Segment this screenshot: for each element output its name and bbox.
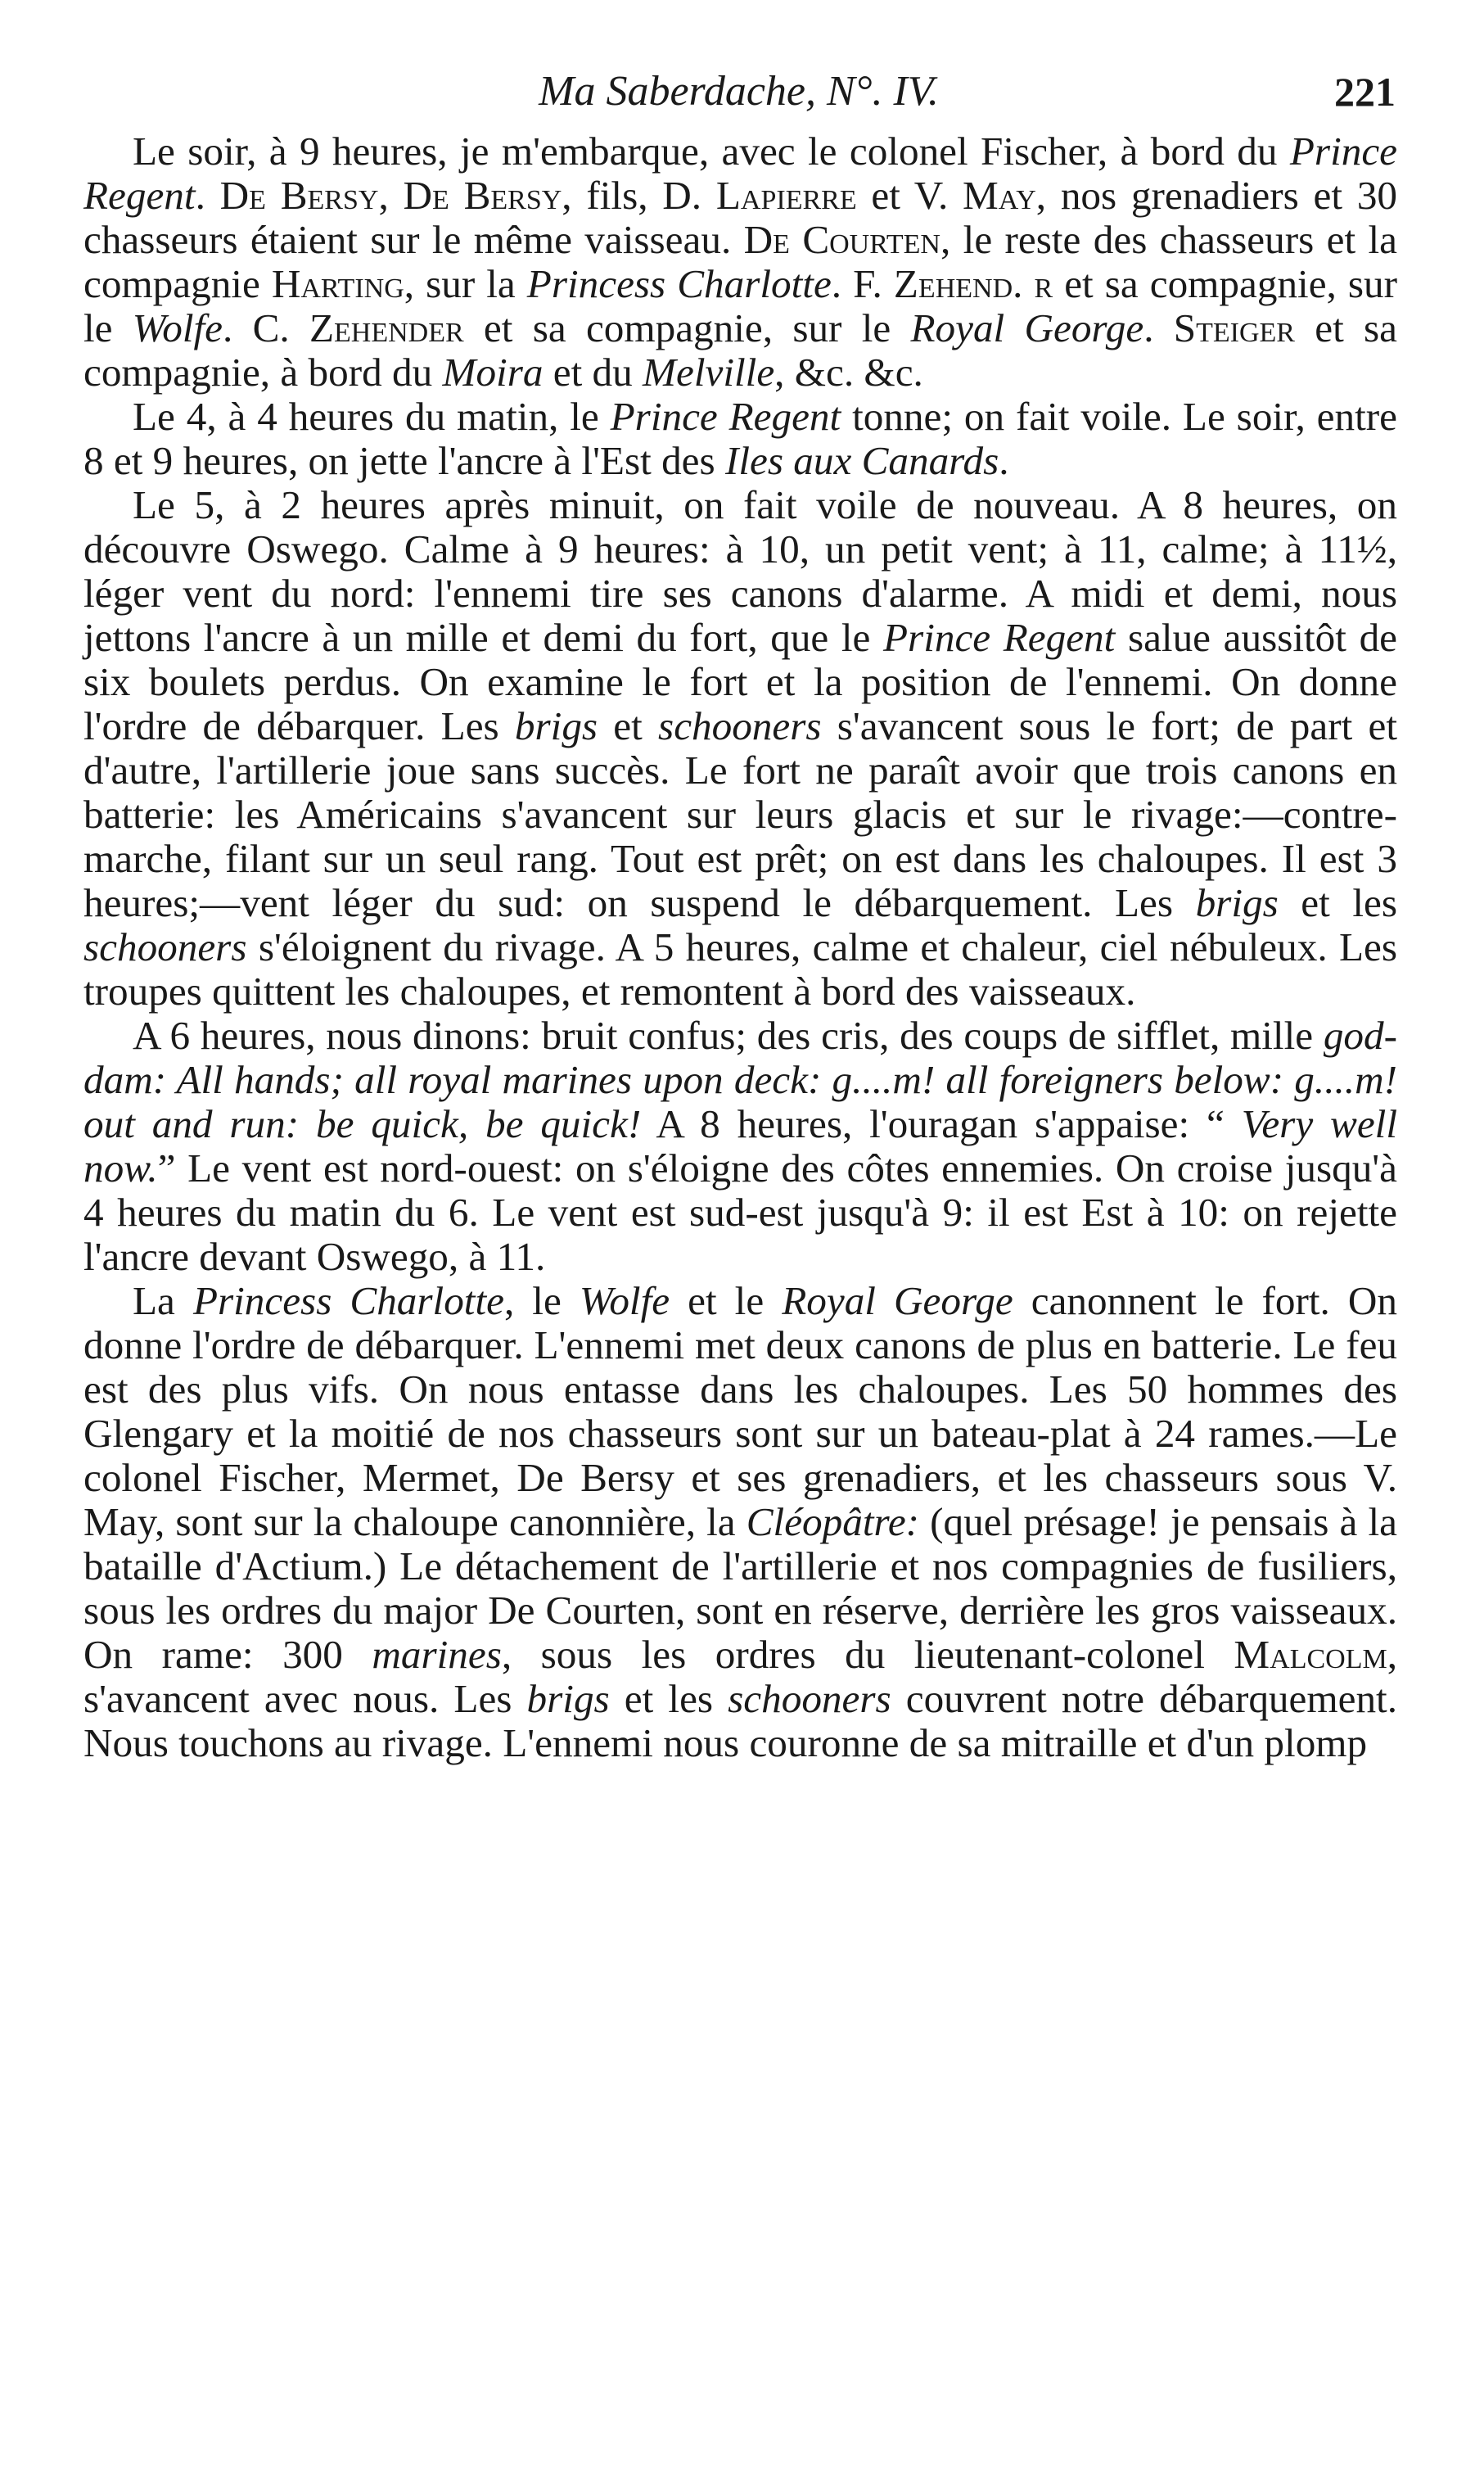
italic-text: Prince Regent xyxy=(83,129,1397,218)
text-run: , fils, D. xyxy=(562,173,716,218)
italic-text: Wolfe xyxy=(579,1278,670,1323)
text-run: . xyxy=(195,173,220,218)
italic-text: brigs xyxy=(1195,880,1279,925)
italic-text: god-dam: All hands; all royal marines upon deck: g....m! all foreigners below: g....m! out and run: be quick, be quick! xyxy=(83,1013,1397,1146)
text-run: . xyxy=(999,438,1009,483)
smallcaps-name: De Courten xyxy=(743,217,940,262)
text-run: , nos grenadiers et 30 chasseurs étaient sur le même vaisseau. xyxy=(83,173,1398,262)
text-run: . C. xyxy=(223,305,309,350)
text-run: , xyxy=(378,173,404,218)
smallcaps-name: De Bersy xyxy=(403,173,562,218)
smallcaps-name: May xyxy=(963,173,1036,218)
text-run: et xyxy=(598,703,659,748)
running-head: Ma Saberdache, N°. IV. xyxy=(539,68,939,115)
text-run: , &c. &c. xyxy=(774,350,923,395)
text-run: A 6 heures, nous dinons: bruit confus; des cris, des coups de sifflet, mille xyxy=(133,1013,1324,1058)
italic-text: Royal George xyxy=(782,1278,1013,1323)
text-run: , le reste des chasseurs et la compagnie xyxy=(83,217,1397,306)
italic-text: brigs xyxy=(514,703,598,748)
text-run: et V. xyxy=(856,173,963,218)
text-run: . xyxy=(1143,305,1174,350)
text-run: tonne; on fait voile. Le soir, entre 8 et 9 heures, on jette l'ancre à l'Est des xyxy=(83,394,1397,483)
paragraph xyxy=(83,395,1397,483)
italic-text: Princess Charlotte xyxy=(192,1278,504,1323)
italic-text: Moira xyxy=(442,350,544,395)
italic-text: schooners xyxy=(728,1676,891,1721)
text-run: et les xyxy=(1278,880,1397,925)
smallcaps-name: Steiger xyxy=(1173,305,1295,350)
italic-text: marines xyxy=(372,1632,502,1677)
smallcaps-name: Zehender xyxy=(309,305,464,350)
text-run: , sur la xyxy=(404,261,527,306)
italic-text: schooners xyxy=(83,924,247,969)
text-run: Le 5, à 2 heures après minuit, on fait voile de nouveau. A 8 heures, on découvre Oswego. Calme à 9 heures: à 10, un petit vent; à 11, calme; à 11½, léger vent du nord: l'ennemi tire ses canons d'alarme. A midi et demi, nous jettons l'ancre à un mille et demi du fort, que le xyxy=(83,482,1397,660)
italic-text: Prince Regent xyxy=(883,615,1116,660)
text-run: , le xyxy=(503,1278,580,1323)
page-header xyxy=(82,59,1396,124)
text-run: Le 4, à 4 heures du matin, le xyxy=(133,394,611,439)
italic-text: Royal George xyxy=(910,305,1144,350)
text-run: et les xyxy=(609,1676,728,1721)
text-run: (quel présage! je pensais à la bataille d'Actium.) Le détachement de l'artillerie et nos compagnies de fusiliers, sous les ordres du major De Courten, sont en réserve, derrière les gros vaisseaux. On rame: 300 xyxy=(83,1499,1397,1677)
italic-text: Iles aux Canards xyxy=(724,438,999,483)
paragraph xyxy=(83,129,1397,395)
paragraph xyxy=(83,483,1397,1014)
smallcaps-name: Malcolm xyxy=(1234,1632,1387,1677)
text-run: et sa compagnie, sur le xyxy=(463,305,911,350)
text-run: A 8 heures, l'ouragan s'appaise: “ xyxy=(641,1101,1242,1146)
text-run: , sous les ordres du lieutenant-colonel xyxy=(501,1632,1234,1677)
text-run: et sa compagnie, sur le xyxy=(83,261,1397,350)
paragraph xyxy=(83,1279,1397,1765)
text-run: s'éloignent du rivage. A 5 heures, calme et chaleur, ciel nébuleux. Les troupes quittent les chaloupes, et remontent à bord des vaisseaux. xyxy=(83,924,1397,1014)
smallcaps-name: Harting xyxy=(271,261,404,306)
italic-text: Wolfe xyxy=(132,305,223,350)
italic-text: Princess Charlotte xyxy=(526,261,832,306)
text-run: et du xyxy=(543,350,643,395)
italic-text: Prince Regent xyxy=(610,394,841,439)
smallcaps-name: De Bersy xyxy=(219,173,379,218)
italic-text: Cléopâtre: xyxy=(746,1499,920,1544)
text-run: couvrent notre débarquement. Nous touchons au rivage. L'ennemi nous couronne de sa mitraille et d'un plomp xyxy=(83,1676,1397,1765)
text-run: ” Le vent est nord-ouest: on s'éloigne des côtes ennemies. On croise jusqu'à 4 heures du matin du 6. Le vent est sud-est jusqu'à 9: il est Est à 10: on rejette l'ancre devant Oswego, à 11. xyxy=(83,1145,1397,1279)
text-run: La xyxy=(133,1278,193,1323)
text-run: et le xyxy=(670,1278,783,1323)
text-run: canonnent le fort. On donne l'ordre de débarquer. L'ennemi met deux canons de plus en batterie. Le feu est des plus vifs. On nous entasse dans les chaloupes. Les 50 hommes des Glengary et la moitié de nos chasseurs sont sur un bateau-plat à 24 rames.—Le colonel Fischer, Mermet, De Bersy et ses grenadiers, et les chasseurs sous V. May, sont sur la chaloupe canonnière, la xyxy=(83,1278,1397,1544)
text-run: , s'avancent avec nous. Les xyxy=(83,1632,1397,1721)
smallcaps-name: Zehend. r xyxy=(893,261,1053,306)
paragraph xyxy=(83,1014,1397,1279)
italic-text: Melville xyxy=(643,350,775,395)
text-run: salue aussitôt de six boulets perdus. On examine le fort et la position de l'ennemi. On donne l'ordre de débarquer. Les xyxy=(83,615,1397,748)
page-number: 221 xyxy=(1334,69,1396,115)
body-text xyxy=(83,129,1397,1765)
italic-text: brigs xyxy=(526,1676,610,1721)
text-run: . F. xyxy=(831,261,894,306)
italic-text: schooners xyxy=(658,703,822,748)
text-run: et sa compagnie, à bord du xyxy=(83,305,1398,395)
text-run: Le soir, à 9 heures, je m'embarque, avec le colonel Fischer, à bord du xyxy=(133,129,1290,174)
text-run: s'avancent sous le fort; de part et d'autre, l'artillerie joue sans succès. Le fort ne paraît avoir que trois canons en batterie: les Américains s'avancent sur leurs glacis et sur le rivage:—contre-marche, filant sur un seul rang. Tout est prêt; on est dans les chaloupes. Il est 3 heures;—vent léger du sud: on suspend le débarquement. Les xyxy=(83,703,1398,925)
italic-text: Very well now. xyxy=(83,1101,1398,1191)
smallcaps-name: Lapierre xyxy=(715,173,857,218)
